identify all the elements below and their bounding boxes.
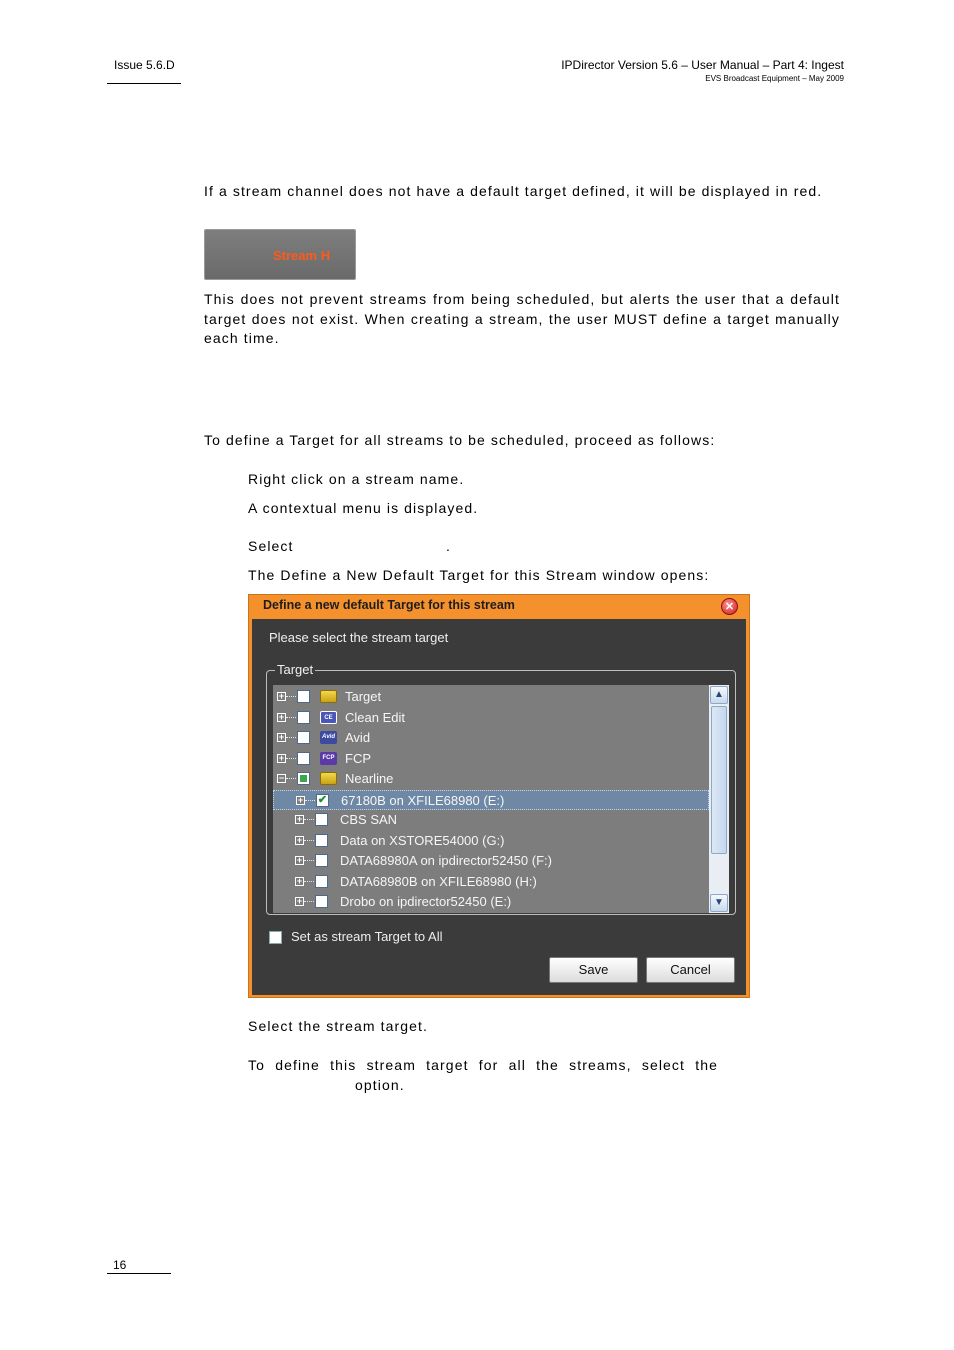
tree-connector bbox=[304, 901, 314, 902]
stream-channel-label: Stream H bbox=[273, 248, 331, 263]
tree-row[interactable] bbox=[273, 687, 709, 707]
document-header bbox=[561, 58, 844, 83]
tree-row[interactable] bbox=[273, 892, 709, 912]
tree-checkbox[interactable] bbox=[297, 772, 310, 785]
expand-icon[interactable]: + bbox=[278, 711, 285, 722]
expand-icon[interactable]: + bbox=[296, 896, 303, 906]
tree-row[interactable] bbox=[273, 708, 709, 728]
expand-icon[interactable]: + bbox=[296, 875, 303, 886]
tree-row[interactable] bbox=[273, 749, 709, 769]
tree-scrollbar[interactable] bbox=[709, 685, 729, 913]
tree-item-label: Data on XSTORE54000 (G:) bbox=[340, 832, 505, 848]
step-select-target: Select the stream target. bbox=[248, 1018, 429, 1034]
tree-connector bbox=[304, 860, 314, 861]
tree-row[interactable] bbox=[273, 790, 709, 810]
tree-connector bbox=[304, 840, 314, 841]
expand-icon[interactable]: + bbox=[296, 834, 303, 845]
tree-connector bbox=[305, 800, 315, 801]
tree-connector bbox=[286, 717, 296, 718]
target-group bbox=[266, 662, 736, 915]
footer-rule bbox=[107, 1273, 171, 1274]
tree-item-label: DATA68980B on XFILE68980 (H:) bbox=[340, 873, 537, 889]
tree-checkbox[interactable] bbox=[315, 875, 328, 888]
tree-item-label: Clean Edit bbox=[345, 709, 405, 725]
tree-item-label: Nearline bbox=[345, 771, 394, 786]
tree-item-label: Drobo on ipdirector52450 (E:) bbox=[340, 894, 512, 909]
issue-label: Issue 5.6.D bbox=[114, 58, 175, 72]
dialog-title: Define a new default Target for this stream bbox=[263, 598, 515, 612]
tree-row[interactable] bbox=[273, 769, 709, 789]
stream-channel-button bbox=[204, 229, 356, 280]
define-target-dialog bbox=[248, 594, 750, 998]
dialog-prompt: Please select the stream target bbox=[269, 630, 449, 645]
set-all-checkbox[interactable] bbox=[269, 931, 282, 944]
tree-item-label: DATA68980A on ipdirector52450 (F:) bbox=[340, 853, 552, 868]
step-define-all-option: option. bbox=[355, 1077, 405, 1093]
paragraph-red-warning: If a stream channel does not have a default target defined, it will be displayed in red. bbox=[204, 183, 823, 199]
step-menu-displayed: A contextual menu is displayed. bbox=[248, 500, 479, 516]
paragraph-target-note: This does not prevent streams from being scheduled, but alerts the user that a default target does not exist. When creating a stream, the user MUST define a target manually each time. bbox=[204, 291, 840, 346]
set-all-label: Set as stream Target to All bbox=[291, 929, 443, 944]
tree-row[interactable] bbox=[273, 851, 709, 871]
step-window-opens: The Define a New Default Target for this Stream window opens: bbox=[248, 567, 710, 583]
tree-connector bbox=[286, 778, 296, 779]
tree-row[interactable] bbox=[273, 810, 709, 830]
close-icon[interactable]: ✕ bbox=[721, 598, 738, 615]
cancel-button[interactable]: Cancel bbox=[646, 957, 735, 983]
save-button[interactable]: Save bbox=[549, 957, 638, 983]
collapse-icon[interactable]: − bbox=[278, 773, 285, 783]
scroll-up-icon[interactable]: ▲ bbox=[710, 686, 728, 704]
dialog-body bbox=[252, 619, 746, 995]
step-select: Select bbox=[248, 538, 294, 554]
expand-icon[interactable]: + bbox=[296, 814, 303, 824]
tree-checkbox[interactable] bbox=[315, 813, 328, 826]
document-subtitle: EVS Broadcast Equipment – May 2009 bbox=[705, 74, 844, 83]
step-right-click: Right click on a stream name. bbox=[248, 471, 465, 487]
tree-connector bbox=[304, 819, 314, 820]
tree-checkbox[interactable] bbox=[297, 690, 310, 703]
tree-checkbox[interactable]: ✔ bbox=[317, 793, 328, 806]
page-number: 16 bbox=[113, 1258, 127, 1272]
tree-checkbox[interactable] bbox=[297, 731, 310, 744]
folder-icon bbox=[320, 772, 337, 785]
tree-item-label: CBS SAN bbox=[340, 812, 398, 827]
scroll-down-icon[interactable]: ▼ bbox=[710, 894, 728, 912]
document-title: IPDirector Version 5.6 – User Manual – Part 4: Ingest bbox=[561, 58, 844, 72]
tree-checkbox[interactable] bbox=[315, 854, 328, 867]
tree-connector bbox=[286, 737, 296, 738]
expand-icon[interactable]: + bbox=[278, 732, 285, 742]
paragraph-procedure-intro: To define a Target for all streams to be scheduled, proceed as follows: bbox=[204, 432, 716, 448]
target-group-label: Target bbox=[277, 662, 314, 677]
tree-checkbox[interactable] bbox=[315, 834, 328, 847]
step-select-end: . bbox=[446, 538, 451, 554]
tree-connector bbox=[286, 696, 296, 697]
tree-row[interactable] bbox=[273, 831, 709, 851]
tree-item-label: Avid bbox=[345, 730, 371, 745]
tree-checkbox[interactable] bbox=[297, 752, 310, 765]
expand-icon[interactable]: + bbox=[296, 855, 303, 865]
step-define-all: To define this stream target for all the streams, select the bbox=[248, 1057, 718, 1073]
clean-edit-icon: CE bbox=[320, 711, 337, 724]
avid-icon: Avid bbox=[320, 731, 337, 744]
expand-icon[interactable]: + bbox=[278, 752, 285, 763]
fcp-icon: FCP bbox=[320, 752, 337, 765]
tree-item-label: 67180B on XFILE68980 (E:) bbox=[341, 792, 505, 808]
tree-checkbox[interactable] bbox=[315, 895, 328, 908]
scroll-thumb[interactable] bbox=[711, 706, 727, 854]
tree-row[interactable] bbox=[273, 872, 709, 892]
tree-connector bbox=[304, 881, 314, 882]
tree-connector bbox=[286, 758, 296, 759]
expand-icon[interactable]: + bbox=[297, 794, 304, 805]
expand-icon[interactable]: + bbox=[278, 691, 285, 701]
tree-item-label: FCP bbox=[345, 750, 371, 766]
folder-icon bbox=[320, 690, 337, 703]
tree-checkbox[interactable] bbox=[297, 711, 310, 724]
header-rule bbox=[107, 83, 181, 84]
target-tree[interactable] bbox=[273, 685, 709, 913]
tree-item-label: Target bbox=[345, 689, 382, 704]
tree-row[interactable] bbox=[273, 728, 709, 748]
